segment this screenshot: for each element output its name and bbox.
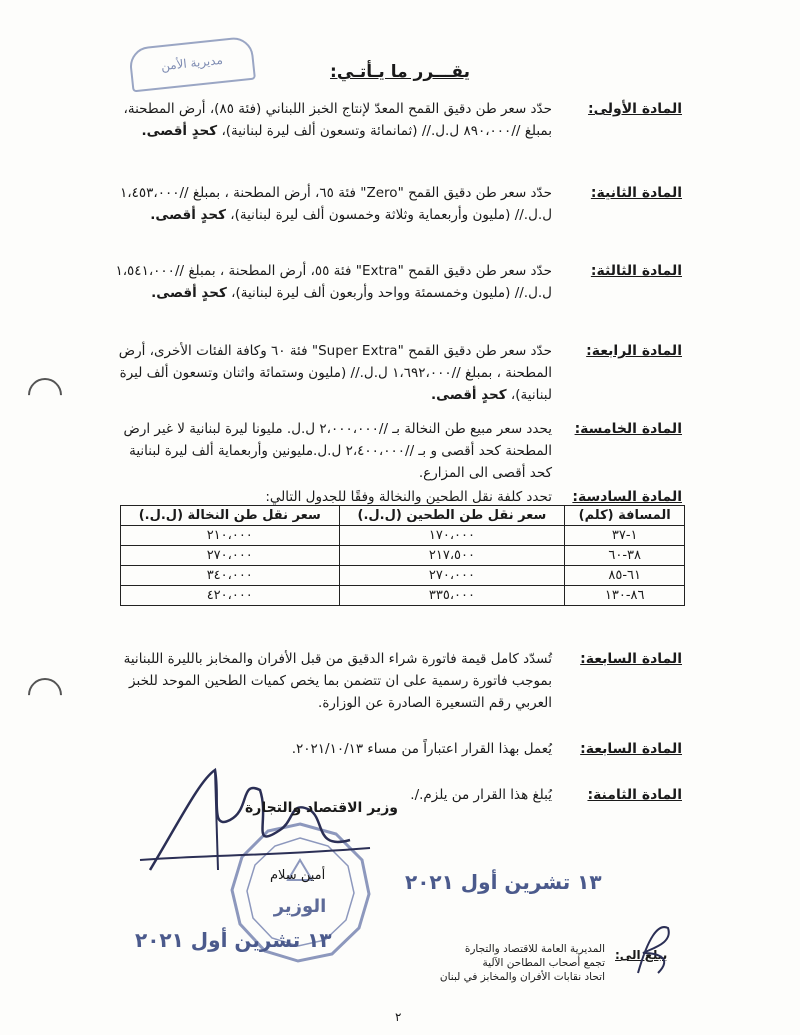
article-label: المادة الخامسة: — [574, 421, 682, 437]
stamp-top: مديرية الأمن — [128, 36, 256, 93]
decision-heading: يقـــرر ما يـأتـي: — [330, 62, 470, 82]
col-distance: المسافة (كلم) — [565, 506, 685, 526]
article-3 — [110, 260, 682, 304]
article-label: المادة الرابعة: — [586, 343, 682, 359]
article-text: يُبلغ هذا القرار من يلزم./. — [410, 787, 552, 803]
article-1 — [110, 98, 682, 142]
article-text: حدّد سعر طن دقيق القمح "Extra" فئة ٥٥، أرض المطحنة ، بمبلغ //١،٥٤١،٠٠٠ ل.ل.// (مليون وخمسمئة وواحد وأربعون ألف ليرة لبنانية)، — [115, 263, 552, 301]
table-cell: ٢٧٠،٠٠٠ — [339, 566, 565, 586]
table-row — [121, 566, 685, 586]
article-text: حدّد سعر طن دقيق القمح "Zero" فئة ٦٥، أرض المطحنة ، بمبلغ //١،٤٥٣،٠٠٠ ل.ل.// (مليون وأربعماية وثلاثة وخمسون ألف ليرة لبنانية)، — [120, 185, 552, 223]
date-stamp: ١٣ تشرين أول ٢٠٢١ — [405, 870, 602, 894]
table-header-row — [121, 506, 685, 526]
table-cell: ٣٤٠،٠٠٠ — [121, 566, 340, 586]
table-cell: ٢١٠،٠٠٠ — [121, 526, 340, 546]
page-number: ٢ — [395, 1010, 402, 1024]
article-text: تحدد كلفة نقل الطحين والنخالة وفقًا للجدول التالي: — [265, 489, 552, 505]
table-cell: ٤٢٠،٠٠٠ — [121, 586, 340, 606]
table-row — [121, 526, 685, 546]
col-flour-cost: سعر نقل طن الطحين (ل.ل.) — [339, 506, 565, 526]
article-5 — [110, 418, 682, 484]
article-label: المادة السادسة: — [572, 489, 682, 505]
article-text: حدّد سعر طن دقيق القمح المعدّ لإنتاج الخبز اللبناني (فئة ٨٥)، أرض المطحنة، بمبلغ //٨٩٠،٠٠٠ ل.ل.// (ثمانمائة وتسعون ألف ليرة لبنانية)، — [123, 101, 552, 139]
article-text: يُعمل بهذا القرار اعتباراً من مساء ٢٠٢١/١٠/١٣. — [291, 741, 552, 757]
article-7b — [110, 738, 682, 760]
col-bran-cost: سعر نقل طن النخالة (ل.ل.) — [121, 506, 340, 526]
list-item: المديرية العامة للاقتصاد والتجارة — [464, 943, 605, 955]
table-cell: ٣٣٥،٠٠٠ — [339, 586, 565, 606]
handwritten-signature — [120, 760, 380, 880]
signatory-title: وزير الاقتصاد والتجارة — [245, 800, 398, 816]
article-text: يحدد سعر مبيع طن النخالة بـ //٢،٠٠٠،٠٠٠ ل.ل. مليونا ليرة لبنانية لا غير ارض المطحنة كحد أقصى و بـ //٢،٤٠٠،٠٠٠ ل.ل.مليونين وأربعماية ألف ليرة لبنانية كحد أقصى الى المزارع. — [123, 421, 552, 481]
table-row — [121, 546, 685, 566]
article-emphasis: كحدٍ أقصى. — [151, 285, 227, 301]
table-row — [121, 586, 685, 606]
transport-cost-table — [120, 505, 685, 606]
table-cell: ١-٣٧ — [565, 526, 685, 546]
table-cell: ٢٧٠،٠٠٠ — [121, 546, 340, 566]
notify-label: يبلغ الى: — [615, 948, 668, 962]
article-label: المادة الأولى: — [588, 101, 682, 117]
article-2 — [110, 182, 682, 226]
article-label: المادة الثانية: — [590, 185, 682, 201]
article-text: تُسدّد كامل قيمة فاتورة شراء الدقيق من قبل الأفران والمخابز بالليرة اللبنانية بموجب فاتورة رسمية على ان تتضمن بما يخص كميات الطحين الموحد للخبز العربي رقم التسعيرة الصادرة عن الوزارة. — [123, 651, 552, 711]
list-item: تجمع أصحاب المطاحن الآلية — [482, 957, 605, 969]
list-item: اتحاد نقابات الأفران والمخابز في لبنان — [439, 971, 605, 983]
article-label: المادة الثامنة: — [587, 787, 682, 803]
seal-text: الوزير — [273, 896, 327, 917]
punch-hole-mark — [21, 371, 69, 419]
punch-hole-mark — [21, 671, 69, 719]
article-emphasis: كحدٍ أقصى. — [141, 123, 218, 139]
table-cell: ٦١-٨٥ — [565, 566, 685, 586]
table-cell: ٣٨-٦٠ — [565, 546, 685, 566]
table-cell: ١٧٠،٠٠٠ — [339, 526, 565, 546]
article-label: المادة السابعة: — [580, 651, 682, 667]
signatory-name: أمين سلام — [270, 868, 326, 883]
initial-scribble — [628, 918, 678, 978]
date-stamp: ١٣ تشرين أول ٢٠٢١ — [135, 928, 332, 952]
article-emphasis: كحدٍ أقصى. — [430, 387, 507, 403]
table-cell: ٨٦-١٣٠ — [565, 586, 685, 606]
article-4 — [110, 340, 682, 406]
article-7 — [110, 648, 682, 714]
notify-list — [420, 942, 605, 984]
article-label: المادة الثالثة: — [590, 263, 682, 279]
table-cell: ٢١٧،٥٠٠ — [339, 546, 565, 566]
article-label: المادة السابعة: — [580, 741, 682, 757]
article-emphasis: كحدٍ أقصى. — [150, 207, 226, 223]
article-text: حدّد سعر طن دقيق القمح "Super Extra" فئة ٦٠ وكافة الفئات الأخرى، أرض المطحنة ، بمبلغ //١،٦٩٢،٠٠٠ ل.ل.// (مليون وستمائة واثنان وتسعون ألف ليرة لبنانية)، — [118, 343, 552, 403]
